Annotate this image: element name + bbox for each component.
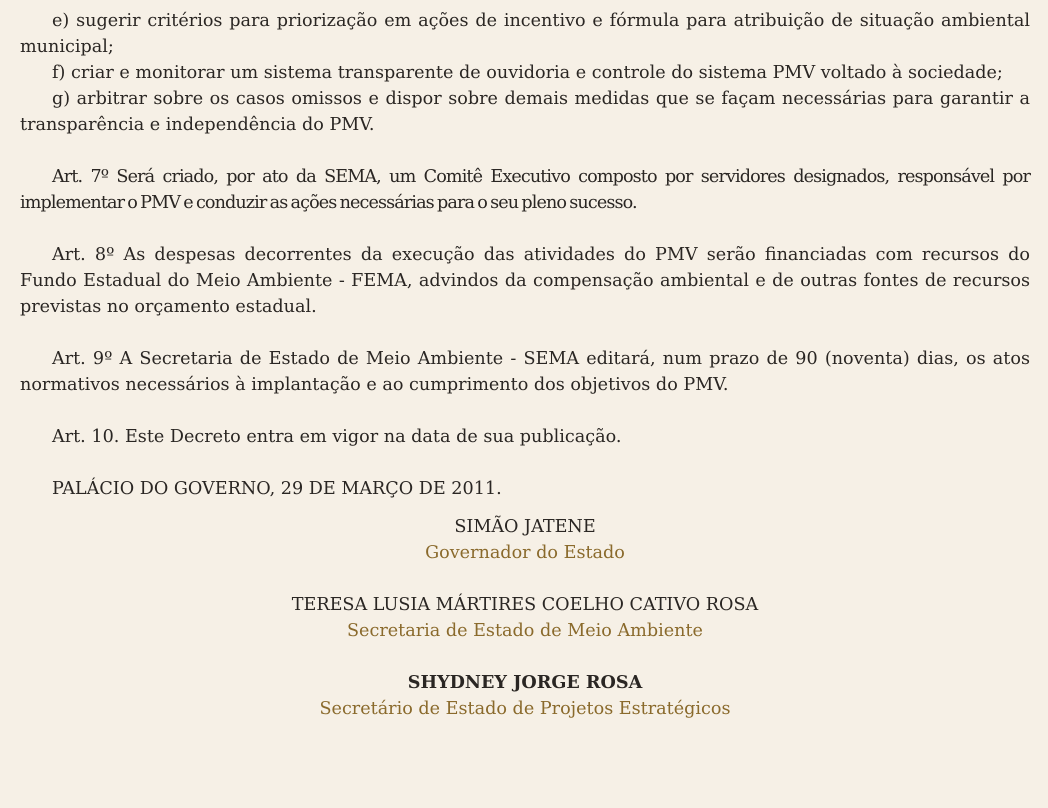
paragraph-gap [20, 450, 1030, 476]
paragraph-item-e: e) sugerir critérios para priorização em ações de incentivo e fórmula para atribuição de situação ambiental municipal; [20, 11, 1030, 57]
paragraph-gap [20, 138, 1030, 164]
paragraph-item-f: f) criar e monitorar um sistema transparente de ouvidoria e controle do sistema PMV voltado à sociedade; [52, 63, 1003, 83]
place-date-line: PALÁCIO DO GOVERNO, 29 DE MARÇO DE 2011. [52, 479, 502, 499]
document-body [20, 8, 1030, 502]
signatory-name: TERESA LUSIA MÁRTIRES COELHO CATIVO ROSA [291, 595, 759, 615]
paragraph-art-10: Art. 10. Este Decreto entra em vigor na data de sua publicação. [52, 427, 622, 447]
signature-governor [20, 514, 1030, 566]
paragraph-gap [20, 398, 1030, 424]
signature-projects-secretary [20, 670, 1030, 722]
paragraph-art-7: Art. 7º Será criado, por ato da SEMA, um Comitê Executivo composto por servidores designados, responsável por implementar o PMV e conduzir as ações necessárias para o seu pleno sucesso. [20, 167, 1030, 213]
signatory-role: Secretário de Estado de Projetos Estratégicos [319, 699, 731, 719]
paragraph-gap [20, 320, 1030, 346]
signatory-name: SIMÃO JATENE [454, 517, 596, 537]
signature-environment-secretary [20, 592, 1030, 644]
signatory-name: SHYDNEY JORGE ROSA [407, 672, 643, 693]
paragraph-gap [20, 216, 1030, 242]
paragraph-art-8: Art. 8º As despesas decorrentes da execução das atividades do PMV serão financiadas com recursos do Fundo Estadual do Meio Ambiente - FEMA, advindos da compensação ambiental e de outras fontes de recursos previstas no orçamento estadual. [20, 245, 1030, 317]
paragraph-art-9: Art. 9º A Secretaria de Estado de Meio Ambiente - SEMA editará, num prazo de 90 (noventa) dias, os atos normativos necessários à implantação e ao cumprimento dos objetivos do PMV. [20, 349, 1030, 395]
paragraph-item-g: g) arbitrar sobre os casos omissos e dispor sobre demais medidas que se façam necessárias para garantir a transparência e independência do PMV. [20, 89, 1030, 135]
signatory-role: Governador do Estado [425, 543, 625, 563]
signatory-role: Secretaria de Estado de Meio Ambiente [347, 621, 703, 641]
